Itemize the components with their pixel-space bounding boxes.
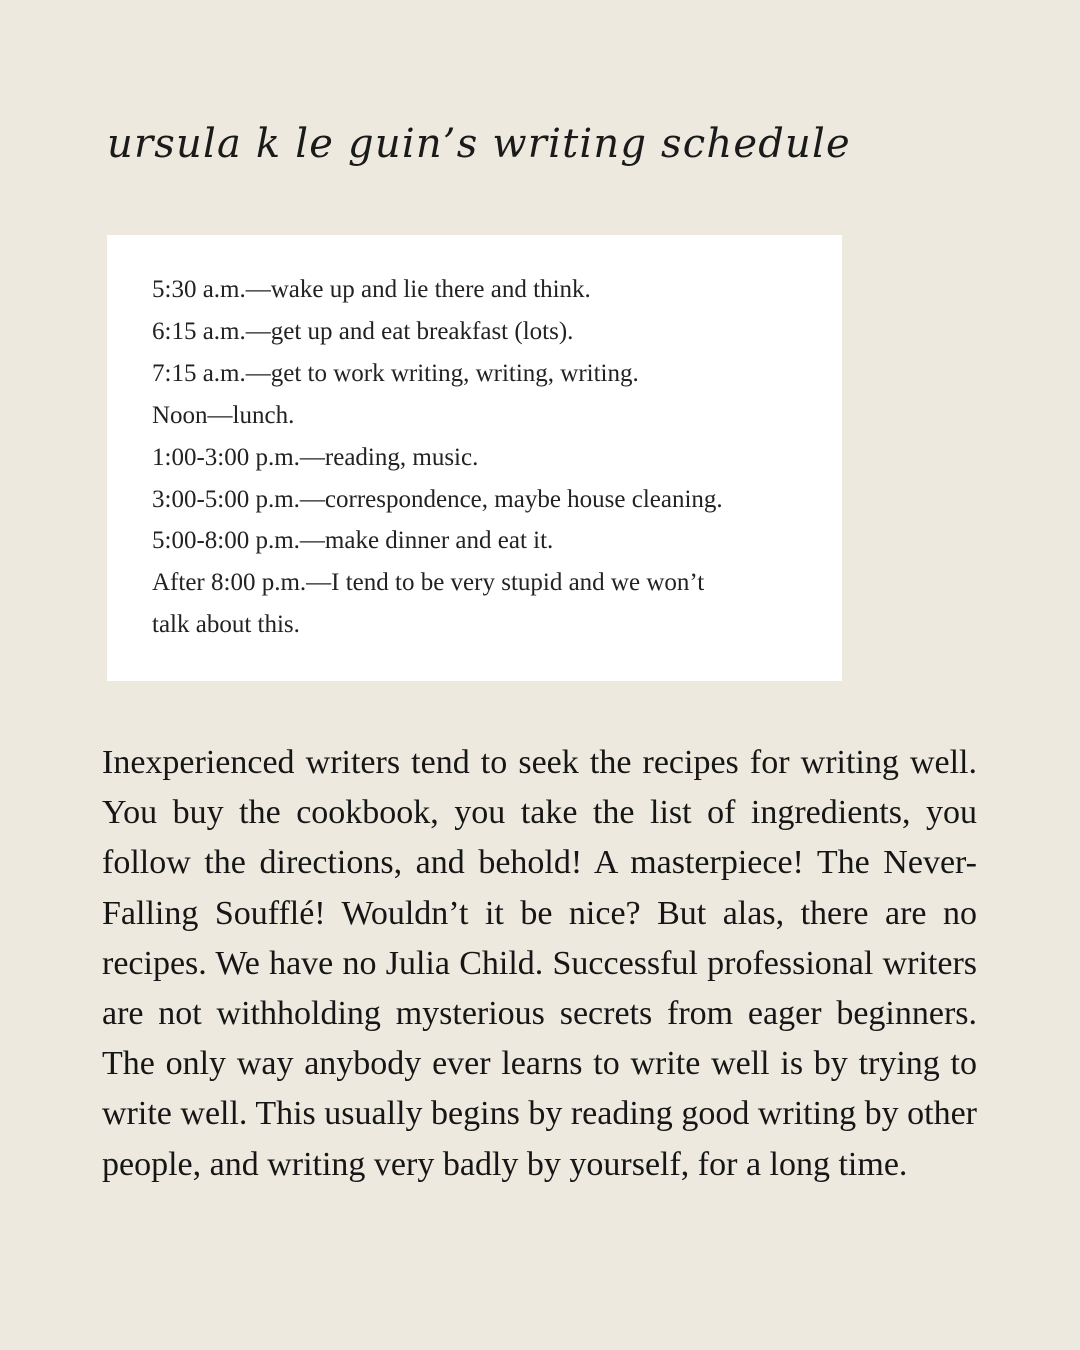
page-title: ursula k le guin’s writing schedule (107, 121, 851, 167)
schedule-line: Noon—lunch. (152, 401, 295, 429)
schedule-line: 5:00-8:00 p.m.—make dinner and eat it. (152, 527, 554, 555)
schedule-excerpt-card (107, 235, 842, 681)
quote-paragraph: Inexperienced writers tend to seek the recipes for writing well. You buy the cookbook, you take the list of ingredients, you follow the directions, and behold! A masterpiece! The Never-Falling Soufflé! Wouldn’t it be nice? But alas, there are no recipes. We have no Julia Child. Successful professional writers are not withholding mysterious secrets from eager beginners. The only way anybody ever learns to write well is by trying to write well. This usually begins by reading good writing by other people, and writing very badly by yourself, for a long time. (102, 744, 977, 1183)
schedule-line: 6:15 a.m.—get up and eat breakfast (lots). (152, 317, 574, 345)
schedule-line: 5:30 a.m.—wake up and lie there and think. (152, 276, 591, 303)
schedule-line: 3:00-5:00 p.m.—correspondence, maybe house cleaning. (152, 485, 723, 513)
schedule-line: 1:00-3:00 p.m.—reading, music. (152, 443, 479, 471)
schedule-line: 7:15 a.m.—get to work writing, writing, writing. (152, 359, 639, 387)
schedule-line: After 8:00 p.m.—I tend to be very stupid and we won’t (152, 569, 705, 597)
schedule-line: talk about this. (152, 611, 300, 639)
